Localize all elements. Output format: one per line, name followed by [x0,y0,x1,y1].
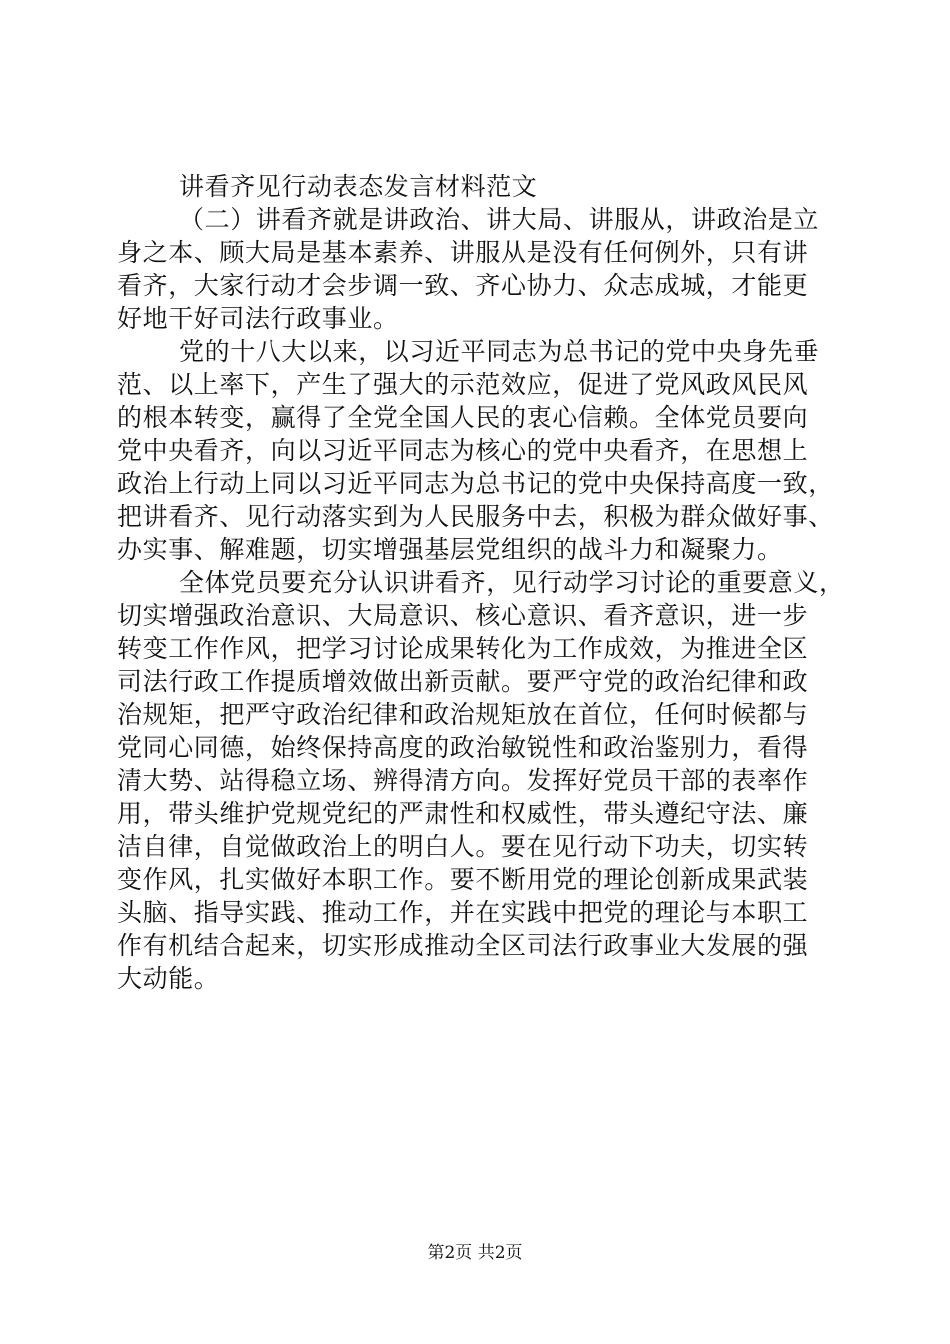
paragraph-line: 办实事、解难题，切实增强基层党组织的战斗力和凝聚力。 [117,535,783,564]
paragraph-line: 洁自律，自觉做政治上的明白人。要在见行动下功夫，切实转 [117,832,809,861]
paragraph-line: 范、以上率下，产生了强大的示范效应，促进了党风政风民风 [117,370,809,399]
paragraph-line: 头脑、指导实践、推动工作，并在实践中把党的理论与本职工 [117,898,809,927]
paragraph-line: 的根本转变，赢得了全党全国人民的衷心信赖。全体党员要向 [117,403,809,432]
paragraph-line: 变作风，扎实做好本职工作。要不断用党的理论创新成果武装 [117,865,809,894]
paragraph-line: 党的十八大以来，以习近平同志为总书记的党中央身先垂 [179,337,820,366]
paragraph-line: 治规矩，把严守政治纪律和政治规矩放在首位，任何时候都与 [117,700,809,729]
paragraph-line: 大动能。 [117,964,220,993]
page-number-label: 第2页 共2页 [427,1243,523,1263]
paragraph-line: 用，带头维护党规党纪的严肃性和权威性，带头遵纪守法、廉 [117,799,809,828]
document-title-line: 讲看齐见行动表态发言材料范文 [179,172,538,201]
paragraph-line: 全体党员要充分认识讲看齐，见行动学习讨论的重要意义， [179,568,845,597]
paragraph-line: （二）讲看齐就是讲政治、讲大局、讲服从，讲政治是立 [179,205,820,234]
paragraph-line: 政治上行动上同以习近平同志为总书记的党中央保持高度一致， [117,469,834,498]
paragraph-line: 司法行政工作提质增效做出新贡献。要严守党的政治纪律和政 [117,667,809,696]
paragraph-line: 清大势、站得稳立场、辨得清方向。发挥好党员干部的表率作 [117,766,809,795]
document-body [117,170,845,995]
paragraph-line: 党同心同德，始终保持高度的政治敏锐性和政治鉴别力，看得 [117,733,809,762]
page-footer [0,1242,950,1264]
paragraph-line: 看齐，大家行动才会步调一致、齐心协力、众志成城，才能更 [117,271,809,300]
paragraph-line: 转变工作作风，把学习讨论成果转化为工作成效，为推进全区 [117,634,809,663]
paragraph-line: 把讲看齐、见行动落实到为人民服务中去，积极为群众做好事、 [117,502,834,531]
paragraph-line: 切实增强政治意识、大局意识、核心意识、看齐意识，进一步 [117,601,809,630]
paragraph-line: 好地干好司法行政事业。 [117,304,399,333]
paragraph-line: 身之本、顾大局是基本素养、讲服从是没有任何例外，只有讲 [117,238,809,267]
paragraph-line: 作有机结合起来，切实形成推动全区司法行政事业大发展的强 [117,931,809,960]
paragraph-line: 党中央看齐，向以习近平同志为核心的党中央看齐，在思想上 [117,436,809,465]
